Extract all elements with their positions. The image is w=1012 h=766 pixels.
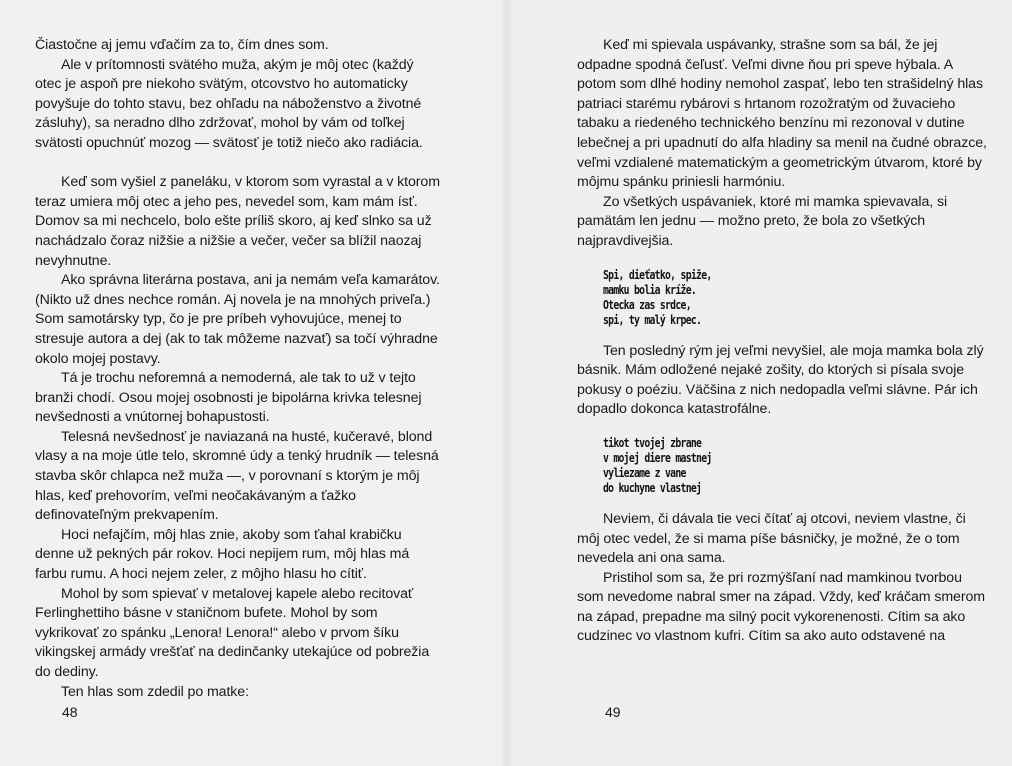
poem-line: tikot tvojej zbrane [603,434,702,450]
poem-line: vyliezame z vane [603,464,686,480]
poem-line: Spi, dieťatko, spiže, [603,266,712,282]
right-page [506,0,1012,766]
paragraph: Keď mi spievala uspávanky, strašne som sa bál, že jej odpadne spodná čeľusť. Veľmi divne ňou pri speve hýbala. A potom som dlhé hodiny nemohol zaspať, lebo ten strašidelný hlas patriaci starému rybárovi s hrtanom rozožratým od žuvacieho tabaku a riedeného technického benzínu mi rezonoval v dutine lebečnej a pri upadnutí do alfa hladiny sa menil na čudné obrazce, veľmi vzdialené matematickým a geometrickým útvarom, ktoré by môjmu spánku priniesli harmóniu. [577,37,987,191]
book-gutter [500,0,514,766]
poem-line: mamku bolia kríže. [603,281,697,297]
paragraph: Zo všetkých uspávaniek, ktoré mi mamka spievavala, si pamätám len jednu — možno preto, že bola zo všetkých najpravdivejšia. [577,193,948,249]
poem-line: spi, ty malý krpec. [603,311,702,327]
paragraph: Telesná nevšednosť je naviazaná na husté, kučeravé, blond vlasy a na moje útle telo, skromné údy a tenký hrudník — telesná stavba skôr chlapca než muža —, v porovnaní s ktorým je môj hlas, keď prehovorím, veľmi neočakávaným a ťažko definovateľným prekvapením. [35,428,439,524]
paragraph: Keď som vyšiel z paneláku, v ktorom som vyrastal a v ktorom teraz umiera môj otec a jeho pes, nevedel som, kam mám ísť. Domov sa mi nechcelo, bolo ešte príliš skoro, aj keď slnko sa už nachádzalo čoraz nižšie a nižšie a večer, večer sa blížil naozaj nevyhnutne. [35,174,440,269]
paragraph: Ten posledný rým jej veľmi nevyšiel, ale moja mamka bola zlý básnik. Mám odložené nejaké zošity, do ktorých si písala svoje pokusy o poéziu. Väčšina z nich nedopadla veľmi slávne. Pár ich dopadlo dokonca katastrofálne. [577,342,984,418]
left-page-text [35,36,443,702]
paragraph: Pristihol som sa, že pri rozmýšľaní nad mamkinou tvorbou som nevedome nabral smer na západ. Vždy, keď kráčam smerom na západ, prepadne ma silný pocit vykorenenosti. Cítim sa ako cudzinec vo vlastnom kufri. Cítim sa ako auto odstavené na [577,569,985,645]
paragraph: Ako správna literárna postava, ani ja nemám veľa kamarátov. (Nikto už dnes nechce román. Aj novela je na mnohých priveľa.) Som samotársky typ, čo je pre príbeh vyhovujúce, menej to stresuje autora a dej (ak to tak môžeme nazvať) sa točí výhradne okolo mojej postavy. [35,272,440,367]
paragraph: Ten hlas som zdedil po matke: [61,683,249,700]
paragraph: Čiastočne aj jemu vďačím za to, čím dnes som. [35,37,329,53]
paragraph: Tá je trochu neforemná a nemoderná, ale tak to už v tejto branži chodí. Osou mojej osobnosti je bipolárna krivka telesnej nevšednosti a vnútornej bohapustosti. [35,370,422,426]
paragraph: Hoci nefajčím, môj hlas znie, akoby som ťahal krabičku denne už pekných pár rokov. Hoci nepijem rum, môj hlas má farbu rumu. A hoci nejem zeler, z môjho hlasu ho cítiť. [35,526,410,583]
lullaby-poem [603,267,903,327]
page-number: 49 [605,704,621,720]
poem-line: Otecka zas srdce, [603,296,691,312]
paragraph: Mohol by som spievať v metalovej kapele alebo recitovať Ferlinghettiho básne v staničnom bufete. Mohol by som vykrikovať zo spánku „Lenora! Lenora!“ alebo v prvom šíku vikingskej armády vrešťať na dedinčanky utekajúce od pobrežia do dediny. [35,585,430,680]
poem-line: v mojej diere mastnej [603,449,712,465]
paragraph: Ale v prítomnosti svätého muža, akým je môj otec (každý otec je aspoň pre niekoho svätým, otcovstvo ho automaticky povyšuje do tohto stavu, bez ohľadu na náboženstvo a životné zásluhy), sa neradno dlho zdržovať, mohol by vám od toľkej svätosti opuchnúť mozog — svätosť je totiž niečo ako radiácia. [35,56,423,151]
poem-line: do kuchyne vlastnej [603,479,702,495]
page-number: 48 [62,704,78,720]
right-page-text [577,36,987,647]
paragraph: Neviem, či dávala tie veci čítať aj otcovi, neviem vlastne, či môj otec vedel, že si mama píše básničky, je možné, že o tom nevedela ani ona sama. [577,510,966,567]
mother-poem [603,435,903,495]
